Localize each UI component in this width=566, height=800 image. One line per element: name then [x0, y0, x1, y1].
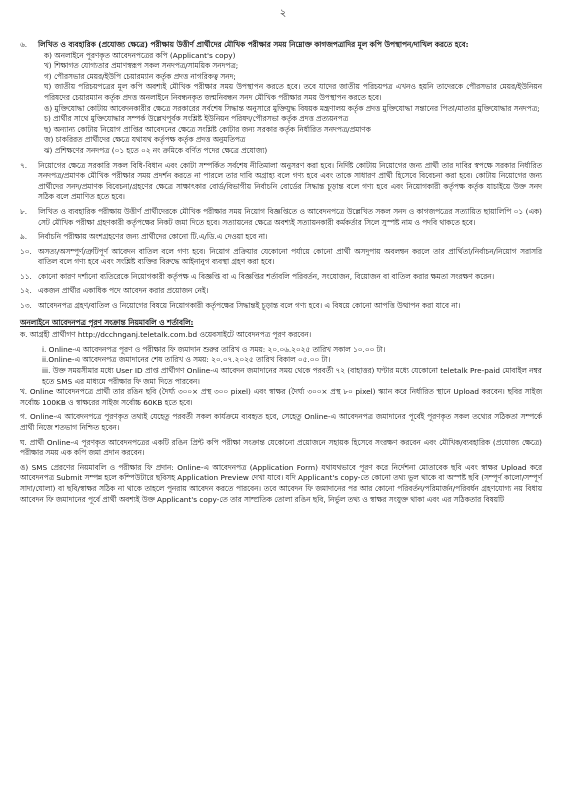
online-rule-uma: ঙ) SMS প্রেরণের নিয়মাবলি ও পরীক্ষার ফি প্রদান: Online-এ আবেদনপত্র (Application Form) যথাযথভাবে পূরণ করে নির্দেশনা মোতাবেক ছবি এবং স্বাক্ষর Upload করে আবেদনপত্র Submit সম্পন্ন হলে কম্পিউটারে ছবিসহ Application Preview দেখা যাবে। যদি Applicant's copy-তে কোনো তথ্য ভুল থাকে বা অস্পষ্ট ছবি (সম্পূর্ণ কালো/সম্পূর্ণ সাদা/ঘোলা) বা ছবি/স্বাক্ষর সঠিক না থাকে তাহলে পুনরায় আবেদন করতে পারবেন। তবে আবেদন ফি জমাদানের পর আর কোনো পরিবর্তন/পরিমার্জন/পরিবর্ধন গ্রহণযোগ্য নয় বিধায় আবেদন ফি জমাদানের পূর্বে প্রার্থী অবশ্যই উক্ত Applicant's copy-তে তার সাম্প্রতিক তোলা রঙিন ছবি, নির্ভুল তথ্য ও স্বাক্ষর সংযুক্ত থাকা এবং এর সঠিকতার বিষয়টি: [20, 462, 542, 504]
sub-item: ছ) অন্যান্য কোটায় নিয়োগ প্রাপ্তির আবেদনের ক্ষেত্রে সংশ্লিষ্ট কোটার জন্য সরকার কর্তৃক নির্ধারিত সনদপত্র/প্রমাণক: [44, 124, 371, 134]
item-text: কোনো কারণ দর্শানো ব্যতিরেকে নিয়োগকারী কর্তৃপক্ষ এ বিজ্ঞপ্তি বা এ বিজ্ঞপ্তির শর্তাবলি পরিবর্তন, সংযোজন, বিয়োজন বা বাতিল করার ক্ষমতা সংরক্ষণ করেন।: [38, 271, 495, 281]
item-number: ৮.: [20, 206, 28, 216]
item-7: [20, 161, 542, 203]
sub-item: ঝ) প্রশিক্ষণের সনদপত্র (০১ হতে ০২ নং ক্রমিকে বর্ণিত পদের ক্ষেত্রে প্রযোজ্য): [44, 145, 268, 155]
item-6: [20, 40, 542, 157]
online-rule-gha: ঘ. প্রার্থী Online-এ পূরণকৃত আবেদনপত্রের একটি রঙিন প্রিন্ট কপি পরীক্ষা সংক্রান্ত যেকোনো প্রয়োজনে সহায়ক হিসেবে সংরক্ষণ করবেন এবং মৌখিক/ব্যবহারিক (প্রযোজ্য ক্ষেত্রে) পরীক্ষার সময় এক কপি জমা প্রদান করবেন।: [20, 437, 542, 458]
item-text: লিখিত ও ব্যবহারিক পরীক্ষায় উত্তীর্ণ প্রার্থীদেরকে মৌখিক পরীক্ষার সময় নিয়োগ বিজ্ঞপ্তিতে ও আবেদনপত্রে উল্লেখিত সকল সনদ ও কাগজপত্রের সত্যায়িত ছায়ালিপি ০১ (এক) সেট মৌখিক পরীক্ষা গ্রহণকারী কর্তৃপক্ষের নিকট জমা দিতে হবে। সত্যায়নের ক্ষেত্রে অবশ্যই সত্যায়নকারী কর্মকর্তার সিলে সুস্পষ্ট নাম ও পদবি থাকতে হবে।: [38, 206, 542, 227]
item-text: নিয়োগের ক্ষেত্রে সরকারি সকল বিধি-বিধান এবং কোটা সম্পর্কিত সর্বশেষ নীতিমালা অনুসরণ করা হবে। নির্দিষ্ট কোটায় নিয়োগের জন্য প্রার্থী তার দাবির স্বপক্ষে সরকার নির্ধারিত সনদপত্র/প্রমাণক মৌখিক পরীক্ষার সময় প্রদর্শন করতে না পারলে তার দাবি অগ্রাহ্য বলে গণ্য হবে এবং তাকে সাধারণ প্রার্থী হিসেবে বিবেচনা করা হবে। কোটায় নিয়োগের জন্য প্রার্থীদের সনদ/প্রমাণক বিবেচনা/গ্রহণের ক্ষেত্রে সাক্ষাৎকার বোর্ড/বিভাগীয় নির্বাচনি বোর্ডের সিদ্ধান্ত চূড়ান্ত বলে গণ্য হবে এবং নিয়োগকারী কর্তৃপক্ষ কর্তৃক যাচাইয়ে উক্ত সনদ সঠিক বলে প্রমাণিত হতে হবে।: [38, 160, 542, 202]
document-content: [20, 40, 542, 509]
item-12: [20, 286, 542, 297]
online-step: i. Online-এ আবেদনপত্র পূরণ ও পরীক্ষার ফি জমাদান শুরুর তারিখ ও সময়: ২০.০৬.২০২৫ তারিখ সকাল ১০.০০ টা।: [42, 344, 386, 354]
sub-item: ঙ) মুক্তিযোদ্ধা কোটায় আবেদনকারীর ক্ষেত্রে সরকারের সর্বশেষ সিদ্ধান্ত অনুসারে মুক্তিযুদ্ধ বিষয়ক মন্ত্রণালয় কর্তৃক প্রদত্ত মুক্তিযোদ্ধা সন্তানের পিতা/মাতার মুক্তিযোদ্ধার সনদপত্র;: [44, 103, 540, 113]
sub-item: চ) প্রার্থীর সাথে মুক্তিযোদ্ধার সম্পর্ক উল্লেখপূর্বক সংশ্লিষ্ট ইউনিয়ন পরিষদ/পৌরসভা কর্তৃক প্রদত্ত প্রত্যয়নপত্র: [44, 114, 349, 124]
online-steps: [42, 345, 542, 387]
item-number: ৯.: [20, 232, 28, 242]
online-rule-ka: ক. আগ্রহী প্রার্থীগণ http://dcchnganj.teletalk.com.bd ওয়েবসাইটে আবেদনপত্র পূরণ করবেন।: [20, 330, 312, 340]
item-number: ১১.: [20, 271, 32, 281]
item-number: ১৩.: [20, 301, 32, 311]
sub-item: ঘ) জাতীয় পরিচয়পত্রের মূল কপি অবশ্যই মৌখিক পরীক্ষার সময় উপস্থাপন করতে হবে। তবে যাদের জাতীয় পরিচয়পত্র এখনও হয়নি তাদেরকে পৌরসভার মেয়র/ইউনিয়ন পরিষদের চেয়ারম্যান কর্তৃক প্রদত্ত অনলাইনে নিবন্ধনকৃত জন্মনিবন্ধন সনদ মৌখিক পরীক্ষার সময় উপস্থাপন করতে হবে।: [44, 82, 542, 102]
item-number: ১০.: [20, 246, 32, 256]
sub-item: জ) চাকরিরত প্রার্থীদের ক্ষেত্রে যথাযথ কর্তৃপক্ষ কর্তৃক প্রদত্ত অনুমতিপত্র: [44, 135, 246, 145]
item-text: আবেদনপত্র গ্রহণ/বাতিল ও নিয়োগের বিষয়ে নিয়োগকারী কর্তৃপক্ষের সিদ্ধান্তই চূড়ান্ত বলে গণ্য হবে। এ বিষয়ে কোনো আপত্তি উত্থাপন করা যাবে না।: [38, 301, 461, 311]
item-11: [20, 272, 542, 283]
sub-item: খ) শিক্ষাগত যোগ্যতার প্রমাণস্বরূপ সকল সনদপত্র/সাময়িক সনদপত্র;: [44, 61, 239, 71]
item-number: ৬.: [20, 40, 28, 49]
item-text: একজন প্রার্থীর একাধিক পদে আবেদন করার প্রয়োজন নেই।: [38, 286, 209, 296]
online-step: iii. উক্ত সময়সীমার মধ্যে User ID প্রাপ্ত প্রার্থীগণ Online-এ আবেদন জমাদানের সময় থেকে পরবর্তী ৭২ (বাহাত্তর) ঘণ্টার মধ্যে যেকোনো teletalk Pre-paid মোবাইল নম্বর হতে SMS এর মাধ্যমে পরীক্ষার ফি জমা দিতে পারবেন।: [42, 366, 542, 386]
sub-item: গ) পৌরসভার মেয়র/ইউপি চেয়ারম্যান কর্তৃক প্রদত্ত নাগরিকত্ব সনদ;: [44, 71, 236, 81]
page-number: ২: [279, 8, 287, 19]
item-10: [20, 247, 542, 268]
online-rule-kha: খ. Online আবেদনপত্রে প্রার্থী তার রঙিন ছবি (দৈর্ঘ্য ৩০০× প্রস্থ ৩০০ pixel) এবং স্বাক্ষর (দৈর্ঘ্য ৩০০× প্রস্থ ৮০ pixel) স্ক্যান করে নির্ধারিত স্থানে Upload করবেন। ছবির সাইজ সর্বোচ্চ 100KB ও স্বাক্ষরের সাইজ সর্বোচ্চ 60KB হতে হবে।: [20, 387, 542, 407]
sub-item: ক) অনলাইনে পূরণকৃত আবেদনপত্রের কপি (Applicant's copy): [44, 50, 236, 60]
online-rule-ga: গ. Online-এ আবেদনপত্রে পূরণকৃত তথ্যই যেহেতু পরবর্তী সকল কার্যক্রমে ব্যবহৃত হবে, সেহেতু Online-এ আবেদনপত্র জমাদানের পূর্বেই পূরণকৃত সকল তথ্যের সঠিকতা সম্পর্কে প্রার্থী নিজে শতভাগ নিশ্চিত হবেন।: [20, 412, 542, 432]
item-text: অসত্য/অসম্পূর্ণ/ত্রুটিপূর্ণ আবেদন বাতিল বলে গণ্য হবে। নিয়োগ প্রক্রিয়ার যেকোনো পর্যায়ে কোনো প্রার্থী অসদুপায় অবলম্বন করলে তার প্রার্থিতা/নির্বাচন/নিয়োগ সরাসরি বাতিল বলে গণ্য হবে এবং সংশ্লিষ্ট ব্যক্তির বিরুদ্ধে আইনানুগ ব্যবস্থা গ্রহণ করা হবে।: [38, 246, 542, 267]
item-8: [20, 207, 542, 228]
item-text: নির্বাচনি পরীক্ষায় অংশগ্রহণের জন্য প্রার্থীদের কোনো টি.এ/ডি.এ দেওয়া হবে না।: [38, 232, 268, 242]
item-number: ১২.: [20, 286, 32, 296]
online-section-heading: অনলাইনে আবেদনপত্র পূরণ সংক্রান্ত নিয়মাবলি ও শর্তাবলি:: [20, 317, 194, 327]
online-step: ii.Online-এ আবেদনপত্র জমাদানের শেষ তারিখ ও সময়: ২০.০৭.২০২৫ তারিখ বিকাল ০৫.০০ টা।: [42, 355, 331, 365]
item-13: [20, 301, 542, 312]
item-9: [20, 232, 542, 243]
item-text: লিখিত ও ব্যবহারিক (প্রযোজ্য ক্ষেত্রে) পরীক্ষায় উত্তীর্ণ প্রার্থীদের মৌখিক পরীক্ষার সময় নিম্নোক্ত কাগজপত্রাদির মূল কপি উপস্থাপন/দাখিল করতে হবে:: [38, 40, 469, 49]
item-number: ৭.: [20, 160, 28, 170]
